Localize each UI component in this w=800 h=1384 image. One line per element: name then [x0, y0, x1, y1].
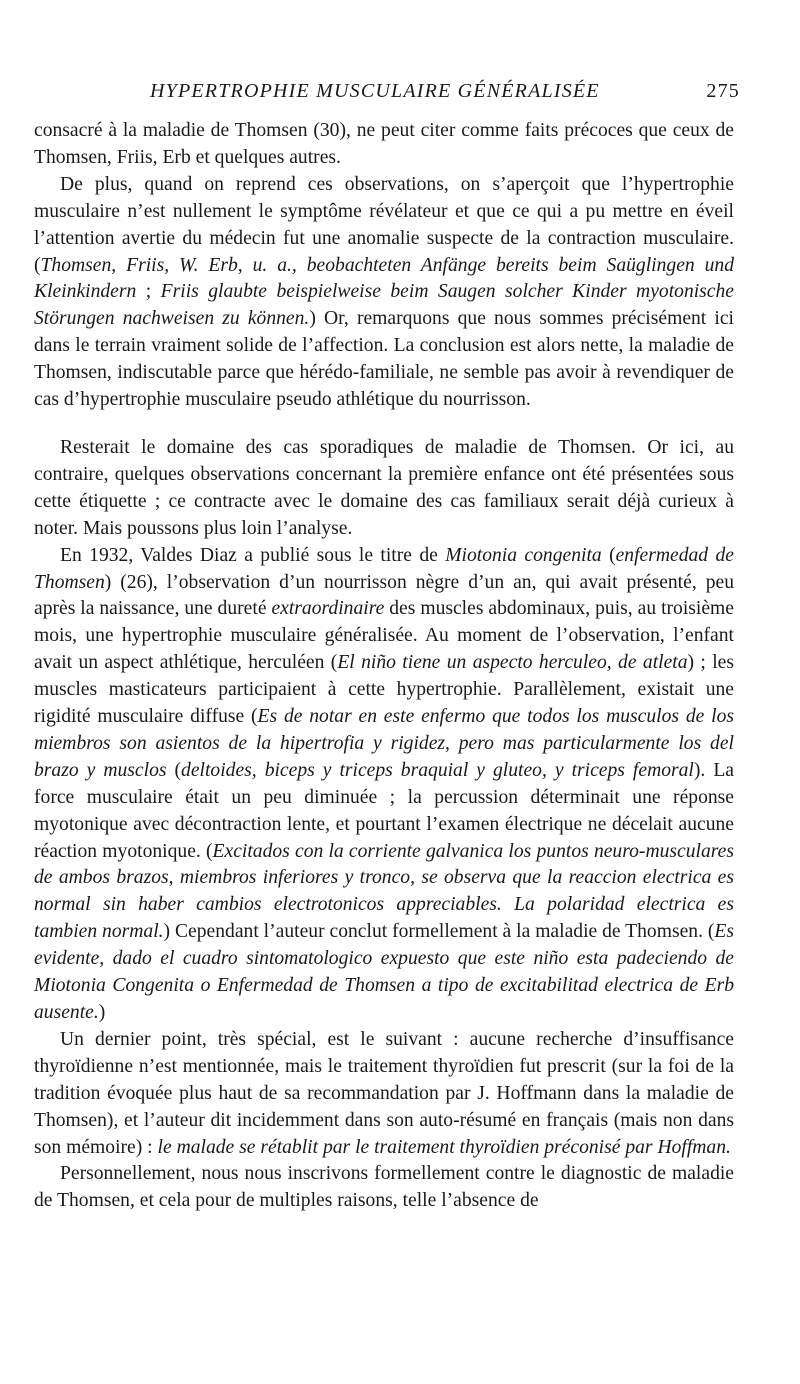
paragraph-1 — [34, 118, 734, 172]
german-quote-2: Friis glaubte beispielweise beim Saugen solcher Kinder myotonische Störungen nachweisen zu können. — [34, 281, 734, 330]
text-run: En 1932, Valdes Diaz a publié sous le titre de — [60, 544, 446, 566]
text-run: ). La force musculaire était un peu diminuée ; la percussion déterminait une réponse myotonique avec décontraction lente, et pourtant l’examen électrique ne décelait aucune réaction myotonique. ( — [34, 759, 734, 862]
paragraph-2 — [34, 172, 734, 414]
text-run: De plus, quand on reprend ces observations, on s’aperçoit que l’hypertrophie musculaire n’est nullement le symptôme révélateur et que ce qui a pu mettre en éveil l’attention avertie du médecin fut une anomalie suspecte de la contraction musculaire. ( — [34, 173, 734, 276]
text-run: ; — [136, 281, 161, 303]
text-run: ( — [601, 544, 616, 566]
page-header — [60, 80, 740, 110]
paragraph-5 — [34, 1027, 734, 1162]
spanish-quote-5: Es evidente, dado el cuadro sintomatologico expuesto que este niño esta padeciendo de Miotonia Congenita o Enfermedad de Thomsen a tipo de excitabilitad electrica de Erb ausente. — [34, 921, 735, 1023]
text-run: ) Cependant l’auteur conclut formellement à la maladie de Thomsen. ( — [163, 921, 715, 943]
paragraph-4 — [34, 543, 734, 1027]
text-run: ) ; les muscles masticateurs participaient à cette hypertrophie. Parallèlement, existait une rigidité musculaire diffuse ( — [34, 652, 734, 728]
paragraph-3 — [34, 435, 734, 543]
text-run: consacré à la maladie de Thomsen (30), ne peut citer comme faits précoces que ceux de Thomsen, Friis, Erb et quelques autres. — [34, 120, 734, 168]
text-run: ( — [166, 759, 182, 781]
spanish-quote-2: Es de notar en este enfermo que todos los musculos de los miembros son asientos de la hipertrofia y rigidez, pero mas particularmente los del brazo y musclos — [34, 706, 735, 781]
text-run: ) — [98, 1002, 106, 1023]
spanish-quote-3: deltoides, biceps y triceps braquial y gluteo, y triceps femoral — [181, 759, 694, 781]
text-run: Un dernier point, très spécial, est le suivant : aucune recherche d’insuffisance thyroïdienne n’est mentionnée, mais le traitement thyroïdien fut prescrit (sur la foi de la tradition évoquée plus haut de sa recommandation par J. Hoffmann dans la maladie de Thomsen), et l’auteur dit incidemment dans son auto-résumé en français (mais non dans son mémoire) : — [34, 1028, 734, 1158]
running-title: HYPERTROPHIE MUSCULAIRE GÉNÉRALISÉE — [150, 80, 600, 102]
text-run: ) Or, remarquons que nous sommes précisément ici dans le terrain vraiment solide de l’affection. La conclusion est alors nette, la maladie de Thomsen, indiscutable parce que hérédo-familiale, ne semble pas avoir à revendiquer de cas d’hypertrophie musculaire pseudo athlétique du nourrisson. — [34, 308, 734, 411]
text-run: Personnellement, nous nous inscrivons formellement contre le diagnostic de maladie de Thomsen, et cela pour de multiples raisons, telle l’absence de — [34, 1163, 734, 1212]
german-quote-1: Thomsen, Friis, W. Erb, u. a., beobachteten Anfänge bereits beim Saüglingen und Kleinkindern — [34, 254, 734, 303]
cited-subtitle: enfermedad de Thomsen — [34, 544, 734, 593]
body-text — [34, 118, 734, 1215]
emphasis: extraordinaire — [271, 598, 385, 620]
page-number: 275 — [706, 80, 740, 102]
text-run: ) (26), l’observation d’un nourrisson nègre d’un an, qui avait présenté, peu après la naissance, une dureté — [34, 571, 734, 620]
text-run: des muscles abdominaux, puis, au troisième mois, une hypertrophie musculaire généralisée. Au moment de l’observation, l’enfant avait un aspect athlétique, herculéen ( — [34, 598, 734, 674]
spanish-quote-4: Excitados con la corriente galvanica los puntos neuro-musculares de ambos brazos, miembros inferiores y tronco, se observa que la reaccion electrica es normal sin haber cambios electrotonicos appreciables. La polaridad electrica es tambien normal. — [34, 840, 734, 943]
spanish-quote-1: El niño tiene un aspecto herculeo, de atleta — [337, 652, 688, 674]
paragraph-6 — [34, 1161, 734, 1215]
text-run: Resterait le domaine des cas sporadiques de maladie de Thomsen. Or ici, au contraire, quelques observations concernant la première enfance ont été présentées sous cette étiquette ; ce contracte avec le domaine des cas familiaux serait déjà curieux à noter. Mais poussons plus loin l’analyse. — [34, 436, 734, 539]
cited-title: Miotonia congenita — [445, 544, 602, 566]
french-quote: le malade se rétablit par le traitement thyroïdien préconisé par Hoffman. — [157, 1136, 731, 1158]
